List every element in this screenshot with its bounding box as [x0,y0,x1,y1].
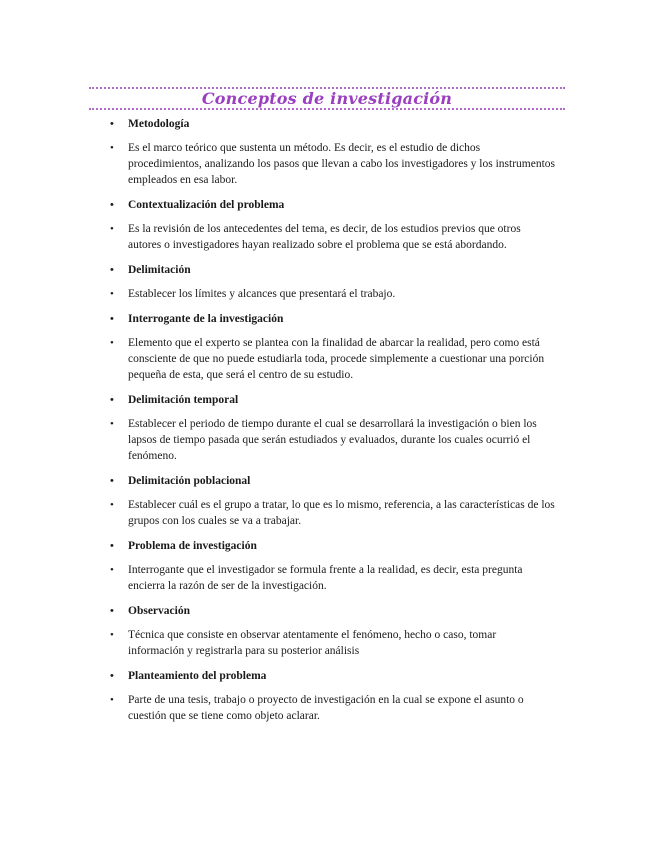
concept-definition-contextualizacion: • Es la revisión de los antecedentes del tema, es decir, de los estudios previos que otros autores o investigadores hayan realizado sobre el problema que se está abordando. [110,221,555,253]
concepts-list-container [110,116,555,733]
concept-definition-delimitacion-poblacional: • Establecer cuál es el grupo a tratar, lo que es lo mismo, referencia, a las características de los grupos con los cuales se va a trabajar. [110,497,555,529]
concept-definition-delimitacion-temporal: • Establecer el periodo de tiempo durante el cual se desarrollará la investigación o bien los lapsos de tiempo pasada que serán estudiados y evaluados, durante los cuales ocurrió el fenómeno. [110,416,555,464]
title-bottom-dotted-rule [89,108,565,110]
concept-term-interrogante: • Interrogante de la investigación [110,311,555,327]
concept-term-observacion: • Observación [110,603,555,619]
concept-definition-interrogante: • Elemento que el experto se plantea con la finalidad de abarcar la realidad, pero como está consciente de que no puede estudiarla toda, procede simplemente a cuestionar una porción pequeña de esta, que será el centro de su estudio. [110,335,555,383]
concept-definition-problema-investigacion: • Interrogante que el investigador se formula frente a la realidad, es decir, esta pregunta encierra la razón de ser de la investigación. [110,562,555,594]
concept-term-metodologia: • Metodología [110,116,555,132]
concept-definition-planteamiento: • Parte de una tesis, trabajo o proyecto de investigación en la cual se expone el asunto o cuestión que se tiene como objeto aclarar. [110,692,555,724]
concept-definition-observacion: • Técnica que consiste en observar atentamente el fenómeno, hecho o caso, tomar información y registrarla para su posterior análisis [110,627,555,659]
concept-term-delimitacion-poblacional: • Delimitación poblacional [110,473,555,489]
concept-term-problema-investigacion: • Problema de investigación [110,538,555,554]
concept-definition-delimitacion: • Establecer los límites y alcances que presentará el trabajo. [110,286,555,302]
concept-term-contextualizacion: • Contextualización del problema [110,197,555,213]
concept-term-delimitacion-temporal: • Delimitación temporal [110,392,555,408]
page-title: Conceptos de investigación [201,89,453,108]
concept-term-delimitacion: • Delimitación [110,262,555,278]
concepts-list [110,116,555,724]
concept-term-planteamiento: • Planteamiento del problema [110,668,555,684]
concept-definition-metodologia: • Es el marco teórico que sustenta un método. Es decir, es el estudio de dichos procedimientos, analizando los pasos que llevan a cabo los investigadores y los instrumentos empleados en esa labor. [110,140,555,188]
